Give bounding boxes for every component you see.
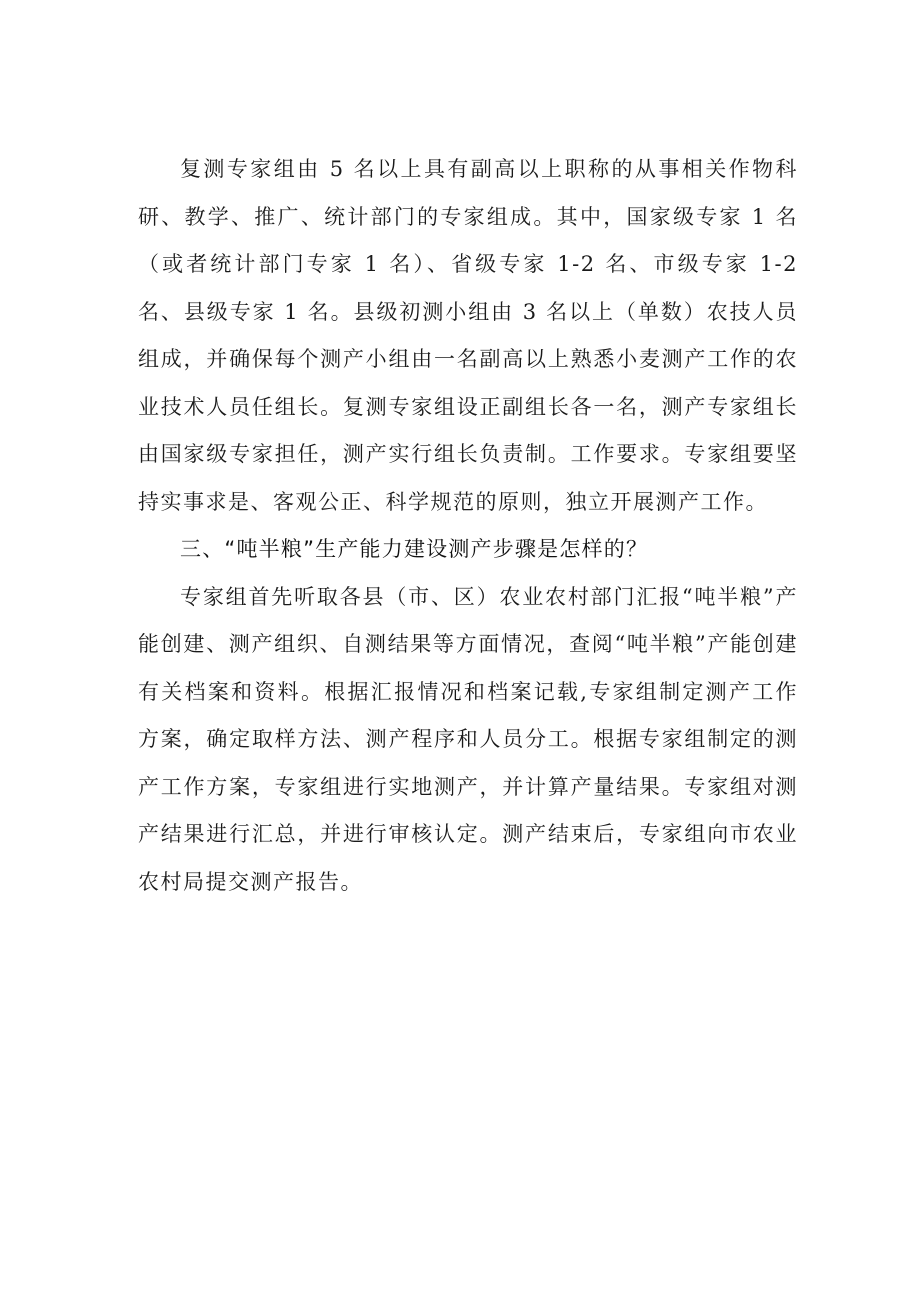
- document-body: [138, 146, 798, 906]
- section-heading-3: 三、“吨半粮”生产能力建设测产步骤是怎样的？: [180, 537, 649, 561]
- paragraph-measurement-steps: 专家组首先听取各县（市、区）农业农村部门汇报“吨半粮”产能创建、测产组织、自测结果等方面情况，查阅“吨半粮”产能创建有关档案和资料。根据汇报情况和档案记载,专家组制定测产工作方案，确定取样方法、测产程序和人员分工。根据专家组制定的测产工作方案，专家组进行实地测产，并计算产量结果。专家组对测产结果进行汇总，并进行审核认定。测产结束后，专家组向市农业农村局提交测产报告。: [138, 584, 798, 894]
- paragraph-expert-group-composition: 复测专家组由 5 名以上具有副高以上职称的从事相关作物科研、教学、推广、统计部门的专家组成。其中，国家级专家 1 名（或者统计部门专家 1 名）、省级专家 1-2 名、市级专家 1-2 名、县级专家 1 名。县级初测小组由 3 名以上（单数）农技人员组成，并确保每个测产小组由一名副高以上熟悉小麦测产工作的农业技术人员任组长。复测专家组设正副组长各一名，测产专家组长由国家级专家担任，测产实行组长负责制。工作要求。专家组要坚持实事求是、客观公正、科学规范的原则，独立开展测产工作。: [138, 157, 798, 514]
